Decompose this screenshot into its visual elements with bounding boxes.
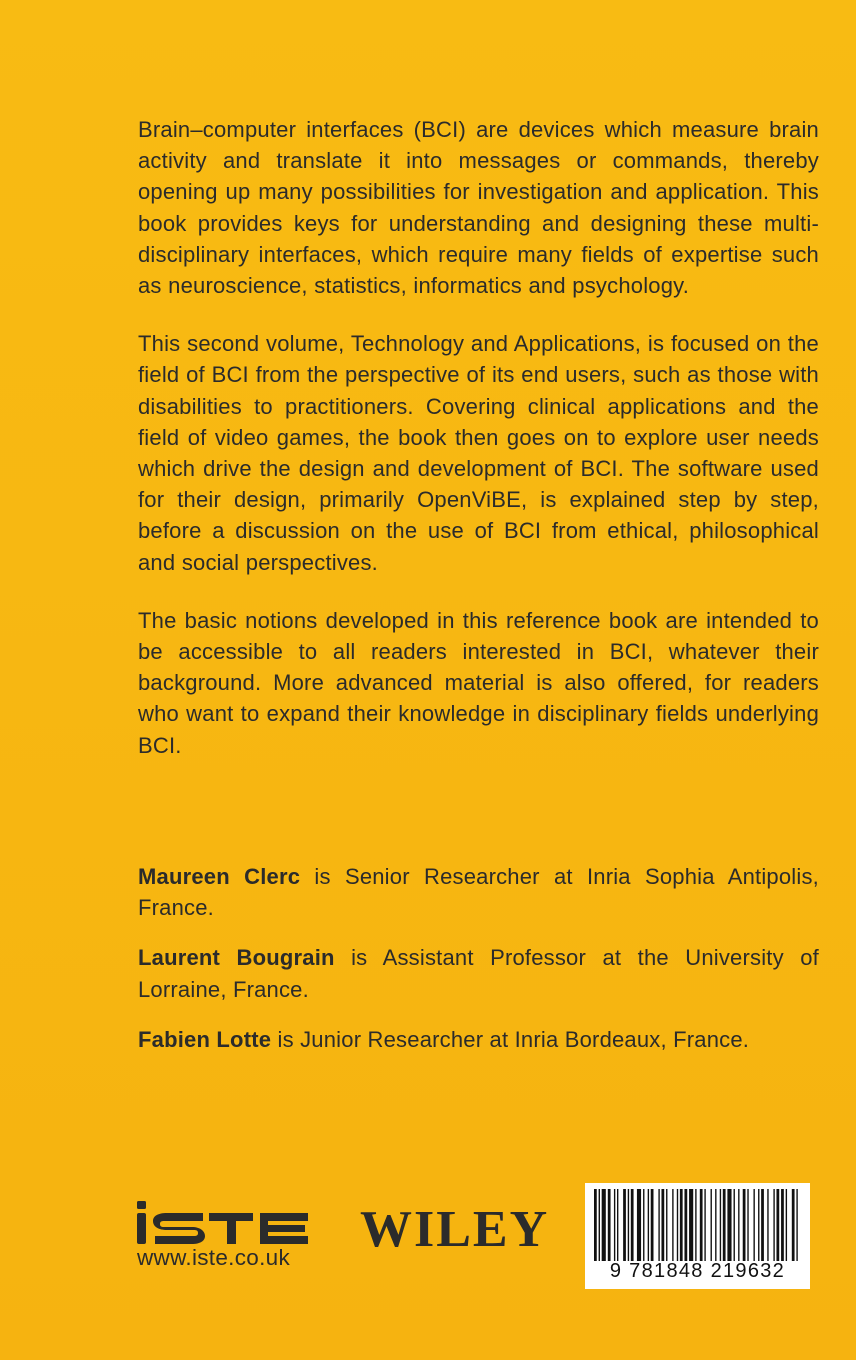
isbn-number: 9 781848 219632 bbox=[609, 1260, 786, 1282]
barcode-bar bbox=[776, 1189, 779, 1261]
iste-logo-e bbox=[260, 1213, 308, 1244]
iste-logo-i-dot bbox=[137, 1201, 146, 1209]
iste-logo-i-stem bbox=[137, 1213, 146, 1244]
barcode-bar bbox=[727, 1189, 731, 1261]
description-paragraph-1: Brain–computer interfaces (BCI) are devices which measure brain activity and translate it into messages or commands, thereby opening up many possibilities for investigation and application. This book provides keys for understanding and designing these multi-disciplinary interfaces, which require many fields of expertise such as neuroscience, statistics, informatics and psychology. bbox=[138, 117, 819, 299]
author-affiliation: is Junior Researcher at Inria Bordeaux, France. bbox=[271, 1026, 750, 1052]
barcode-bar bbox=[753, 1189, 754, 1261]
barcode-bar bbox=[781, 1189, 784, 1261]
barcode-bar bbox=[608, 1189, 611, 1261]
author-name: Maureen Clerc bbox=[138, 864, 301, 889]
barcode-bar bbox=[720, 1189, 721, 1261]
barcode-bar bbox=[689, 1189, 693, 1261]
barcode-bar bbox=[666, 1189, 667, 1261]
barcode-bar bbox=[761, 1189, 764, 1261]
iste-logo-t-bar bbox=[209, 1213, 253, 1221]
barcode-bar bbox=[631, 1189, 634, 1261]
author-bios bbox=[138, 861, 819, 1055]
barcode-bar bbox=[684, 1189, 687, 1261]
barcode-bar bbox=[648, 1189, 649, 1261]
barcode-bar bbox=[602, 1189, 606, 1261]
iste-logo-t-stem bbox=[227, 1220, 236, 1244]
barcode-bar bbox=[792, 1189, 795, 1261]
barcode-bar bbox=[747, 1189, 748, 1261]
author-bio-2 bbox=[138, 942, 819, 1004]
author-affiliation: is Senior Researcher at Inria Sophia Antipolis, France. bbox=[138, 864, 819, 921]
barcode-bar bbox=[743, 1189, 746, 1261]
barcode-bar bbox=[695, 1189, 696, 1261]
barcode-bar bbox=[680, 1189, 683, 1261]
barcode-bar bbox=[658, 1189, 659, 1261]
barcode-bar bbox=[738, 1189, 739, 1261]
barcode-bar bbox=[734, 1189, 735, 1261]
author-affiliation: is Assistant Professor at the University of Lorraine, France. bbox=[138, 945, 819, 1002]
barcode-bar bbox=[767, 1189, 768, 1261]
iste-logo-s bbox=[153, 1213, 205, 1244]
author-bio-1 bbox=[138, 861, 819, 923]
isbn-barcode bbox=[585, 1183, 810, 1289]
barcode-bar bbox=[796, 1189, 797, 1261]
iste-website: www.iste.co.uk bbox=[137, 1245, 290, 1270]
author-name: Fabien Lotte bbox=[138, 1026, 272, 1052]
description-paragraph-2: This second volume, Technology and Applications, is focused on the field of BCI from the perspective of its end users, such as those with disabilities to practitioners. Covering clinical applications and the field of video games, the book then goes on to explore user needs which drive the design and development of BCI. The software used for their design, primarily OpenViBE, is explained step by step, before a discussion on the use of BCI from ethical, philosophical and social perspectives. bbox=[138, 331, 819, 575]
iste-logo bbox=[137, 1199, 309, 1246]
barcode-bar bbox=[651, 1189, 654, 1261]
barcode-bar bbox=[711, 1189, 712, 1261]
barcode-bar bbox=[614, 1189, 615, 1261]
barcode-bar bbox=[617, 1189, 618, 1261]
barcode-bar bbox=[758, 1189, 759, 1261]
barcode-bar bbox=[637, 1189, 641, 1261]
barcode-bar bbox=[623, 1189, 626, 1261]
barcode-bar bbox=[723, 1189, 726, 1261]
barcode-bar bbox=[786, 1189, 787, 1261]
barcode-bar bbox=[628, 1189, 629, 1261]
barcode-bar bbox=[672, 1189, 673, 1261]
author-name: Laurent Bougrain bbox=[138, 945, 335, 971]
barcode-bar bbox=[599, 1189, 600, 1261]
barcode-bar bbox=[715, 1189, 716, 1261]
barcode-bars bbox=[594, 1189, 801, 1261]
barcode-bar bbox=[594, 1189, 597, 1261]
barcode-bar bbox=[704, 1189, 705, 1261]
barcode-bar bbox=[661, 1189, 664, 1261]
wiley-logo: WILEY bbox=[360, 1201, 550, 1258]
description-paragraph-3: The basic notions developed in this reference book are intended to be accessible to all readers interested in BCI, whatever their background. More advanced material is also offered, for readers who want to expand their knowledge in disciplinary fields underlying BCI. bbox=[138, 607, 819, 758]
barcode-bar bbox=[643, 1189, 644, 1261]
barcode-bar bbox=[773, 1189, 774, 1261]
author-bio-3 bbox=[138, 1024, 819, 1055]
barcode-bar bbox=[677, 1189, 678, 1261]
book-description bbox=[138, 114, 819, 761]
barcode-bar bbox=[700, 1189, 703, 1261]
